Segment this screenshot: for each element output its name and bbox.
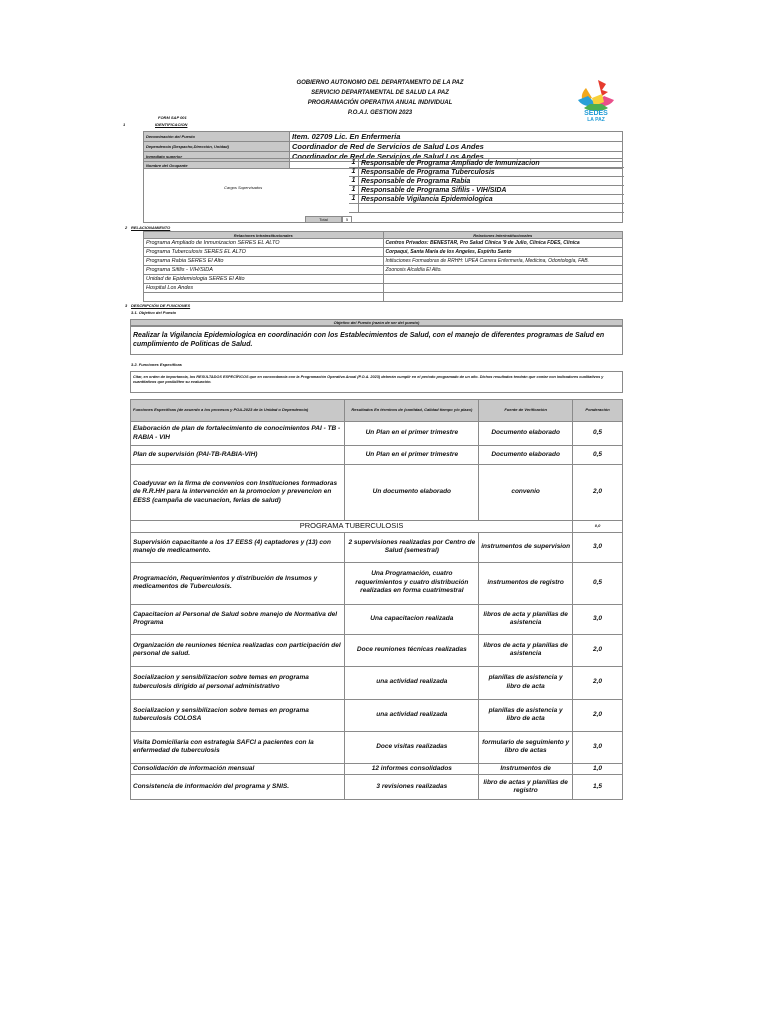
- table-row: [144, 257, 623, 266]
- table-row: [144, 275, 623, 284]
- cargo-name: Responsable de Programa Ampliado de Inmunizacion: [361, 159, 540, 167]
- list-item: [349, 204, 624, 213]
- value-dependencia: Coordinador de Red de Servicios de Salud Los Andes: [290, 142, 623, 152]
- funcion-cell: Consistencia de información del programa y SNIS.: [131, 775, 345, 800]
- cargos-list: [349, 159, 624, 213]
- verificacion-cell: planillas de asistencia y libro de acta: [479, 666, 573, 699]
- funcion-cell: Socializacion y sensibilizacion sobre temas en programa tuberculosis dirigido al personal administrativo: [131, 666, 345, 699]
- cargos-total: [305, 216, 352, 223]
- list-item: [349, 177, 624, 186]
- verificacion-cell: libros de acta y planillas de asistencia: [479, 604, 573, 634]
- table-row: [131, 422, 623, 446]
- table-row: [131, 446, 623, 465]
- ponderacion-cell: 2,0: [573, 465, 623, 521]
- cargos-supervisados: [143, 158, 623, 223]
- resultado-cell: Un documento elaborado: [345, 465, 479, 521]
- cargo-name: Responsable de Programa Sifilis - VIH/SIDA: [361, 186, 507, 194]
- table-row: [144, 248, 623, 257]
- funciones-table: [130, 399, 623, 800]
- total-label: Total: [305, 216, 342, 223]
- column-header-resultados: [345, 400, 479, 422]
- label-dependencia: Dependencia (Despacho,Dirección, Unidad): [144, 142, 290, 152]
- section-3-title: DESCRIPCIÓN DE FUNCIONES: [131, 303, 191, 308]
- cargo-count: 1: [349, 159, 359, 167]
- table-row: [131, 775, 623, 800]
- resultado-cell: Un Plan en el primer trimestre: [345, 446, 479, 465]
- resultado-cell: 3 revisiones realizadas: [345, 775, 479, 800]
- table-row: [131, 634, 623, 666]
- list-item: [349, 186, 624, 195]
- table-row: [144, 239, 623, 248]
- column-header-fuente: Fuente de Verificación: [479, 400, 573, 422]
- header-line-3: PROGRAMACIÓN OPERATIVA ANUAL INDIVIDUAL: [307, 100, 453, 106]
- table-header-row: [144, 232, 623, 239]
- table-cell: Programa Tuberculosis SERES EL ALTO: [144, 248, 384, 257]
- list-item: [349, 168, 624, 177]
- funcion-cell: Coadyuvar en la firma de convenios con Instituciones formadoras de R.R.HH para la intervención en la promocion y prevencion en EESS (campaña de vacunacion, ferias de salud): [131, 465, 345, 521]
- verificacion-cell: instrumentos de supervision: [479, 532, 573, 562]
- resultado-cell: Una capacitacion realizada: [345, 604, 479, 634]
- resultado-cell: Doce reuniones técnicas realizadas: [345, 634, 479, 666]
- table-row: [131, 763, 623, 775]
- funcion-cell: Visita Domiciliaria con estrategia SAFCI a pacientes con la enfermedad de tuberculosis: [131, 731, 345, 763]
- section-2-title: RELACIONAMIENTO: [131, 225, 171, 230]
- cargo-count: 1: [349, 195, 359, 203]
- section-1-title: IDENTIFICACION: [155, 122, 188, 127]
- document-header: [250, 78, 510, 118]
- column-header: Relaciones Interinstitucionales: [383, 232, 623, 239]
- table-row: [144, 293, 623, 302]
- table-row: [131, 604, 623, 634]
- table-row: [131, 666, 623, 699]
- header-resultados-note: En términos de (cantidad, Calidad tiempo y/o plazo): [374, 407, 473, 413]
- table-cell: Programa Sifilis - VIH/SIDA: [144, 266, 384, 275]
- resultado-cell: Una Programación, cuatro requerimientos y cuatro distribución realizadas en forma cuatrimestral: [345, 562, 479, 604]
- section-1-number: 1: [123, 122, 126, 127]
- funcion-cell: Programación, Requerimientos y distribución de Insumos y medicamentos de Tuberculosis.: [131, 562, 345, 604]
- header-funciones-title: Funciones Específicas: [133, 407, 177, 413]
- objetivo-text: Realizar la Vigilancia Epidemiologica en coordinación con los Establecimientos de Salud, con el manejo de diferentes programas de Salud en cumplimiento de Politicas de Salud.: [130, 326, 623, 355]
- verificacion-cell: planillas de asistencia y libro de acta: [479, 699, 573, 731]
- total-value: 5: [342, 216, 352, 223]
- verificacion-cell: Documento elaborado: [479, 446, 573, 465]
- funcion-cell: Consolidación de información mensual: [131, 763, 345, 775]
- table-cell: Centros Privados: BENESTAR, Pro Salud Clínica '9 de Julio, Clínica FDES, Clínica: [383, 239, 623, 248]
- verificacion-cell: libros de acta y planillas de asistencia: [479, 634, 573, 666]
- verificacion-cell: instrumentos de registro: [479, 562, 573, 604]
- table-cell: [383, 284, 623, 293]
- list-item: [349, 195, 624, 204]
- subsection-objetivo: 3.1. Objetivo del Puesto: [131, 310, 177, 315]
- table-header-row: [131, 400, 623, 422]
- funcion-cell: Plan de supervisión (PAI-TB-RABIA-VIH): [131, 446, 345, 465]
- section-title: PROGRAMA TUBERCULOSIS: [131, 521, 573, 533]
- header-funciones-note: (de acuerdo a los procesos y POA-2023 de la Unidad o Dependencia): [177, 407, 309, 413]
- cargo-count: [349, 204, 359, 212]
- funcion-cell: Socializacion y sensibilizacion sobre temas en programa tuberculosis COLOSA: [131, 699, 345, 731]
- table-row: [131, 465, 623, 521]
- table-cell: [383, 293, 623, 302]
- ponderacion-cell: 0,5: [573, 446, 623, 465]
- table-row: [144, 142, 623, 152]
- header-line-2: SERVICIO DEPARTAMENTAL DE SALUD LA PAZ: [311, 90, 449, 96]
- resultado-cell: una actividad realizada: [345, 699, 479, 731]
- section-2-number: 2: [125, 225, 128, 230]
- column-header: Relaciones Intrainstitucionales: [144, 232, 384, 239]
- label-nombre-ocupante: Nombre del Ocupante: [144, 162, 290, 169]
- ponderacion-cell: 0,5: [573, 562, 623, 604]
- table-row: [131, 532, 623, 562]
- list-item: [349, 159, 624, 168]
- logo-text-2: LA PAZ: [587, 117, 605, 123]
- ponderacion-cell: 3,0: [573, 731, 623, 763]
- ponderacion-cell: 2,0: [573, 634, 623, 666]
- resultado-cell: 2 supervisiones realizadas por Centro de Salud (semestral): [345, 532, 479, 562]
- resultado-cell: Un Plan en el primer trimestre: [345, 422, 479, 446]
- resultado-cell: una actividad realizada: [345, 666, 479, 699]
- logo-text: [572, 110, 620, 124]
- cargo-count: 1: [349, 177, 359, 185]
- verificacion-cell: Documento elaborado: [479, 422, 573, 446]
- table-cell: Zoonosis Alcaldía El Alto.: [383, 266, 623, 275]
- table-cell: [383, 275, 623, 284]
- value-inmediato-superior: Coordinador de Red de Servicios de Salud Los Andes: [290, 152, 623, 162]
- table-cell: [144, 293, 384, 302]
- resultado-cell: 12 informes consolidados: [345, 763, 479, 775]
- funcion-cell: Capacitacion al Personal de Salud sobre manejo de Normativa del Programa: [131, 604, 345, 634]
- cargo-name: Responsable Vigilancia Epidemiologica: [361, 195, 493, 203]
- cargo-count: 1: [349, 168, 359, 176]
- table-cell: Programa Rabia SERES El Alto: [144, 257, 384, 266]
- label-denominacion: Denominación del Puesto: [144, 132, 290, 142]
- funciones-note: Citar, en orden de importancia, los RESULTADOS ESPECÍFICOS que en concordancia con la Programación Operativa Anual (P.O.A. 2023) deberán cumplir en el periodo programado de un año. Dichos resultados tendrán que contar con indicadores cualitativos y cuantitativos que posibiliten su evaluación.: [130, 371, 623, 393]
- cargo-name: Responsable de Programa Tuberculosis: [361, 168, 495, 176]
- cargos-label: Cargos Supervisados: [224, 185, 263, 190]
- relacionamiento-table: [143, 231, 623, 302]
- section-value: 0,0: [573, 521, 623, 533]
- table-row: [131, 699, 623, 731]
- ponderacion-cell: 1,0: [573, 763, 623, 775]
- ponderacion-cell: 2,0: [573, 666, 623, 699]
- logo-text-1: SEDES: [584, 110, 608, 117]
- table-row: [144, 284, 623, 293]
- table-cell: Hospital Los Andes: [144, 284, 384, 293]
- header-resultados-title: Resultados: [351, 407, 373, 413]
- table-row: [131, 731, 623, 763]
- funcion-cell: Elaboración de plan de fortalecimiento de conocimientos PAI - TB - RABIA - VIH: [131, 422, 345, 446]
- table-row: [131, 562, 623, 604]
- verificacion-cell: formulario de seguimiento y libro de actas: [479, 731, 573, 763]
- subsection-funciones: 3.2. Funciones Específicas: [131, 362, 182, 367]
- value-denominacion: Item. 02709 Lic. En Enfermeria: [290, 132, 623, 142]
- table-row: [144, 132, 623, 142]
- header-line-4: P.O.A.I. GESTION 2023: [347, 110, 413, 116]
- funcion-cell: Organización de reuniones técnica realizadas con participación del personal de salud.: [131, 634, 345, 666]
- column-header-funciones: [131, 400, 345, 422]
- ponderacion-cell: 0,5: [573, 422, 623, 446]
- form-code: FORM SAP 001: [158, 115, 187, 120]
- ponderacion-cell: 2,0: [573, 699, 623, 731]
- table-cell: Programa Ampliado de Inmunizacion SERES EL ALTO: [144, 239, 384, 248]
- table-cell: Corpaqui, Santa Maria de los Angeles, Espíritu Santo: [383, 248, 623, 257]
- column-header-ponderacion: Ponderación: [573, 400, 623, 422]
- table-row: [144, 266, 623, 275]
- ponderacion-cell: 3,0: [573, 532, 623, 562]
- header-line-1: GOBIERNO AUTONOMO DEL DEPARTAMENTO DE LA PAZ: [296, 80, 464, 86]
- cargo-count: 1: [349, 186, 359, 194]
- label-inmediato-superior: Inmediato superior: [144, 152, 290, 162]
- table-cell: Unidad de Epidemiologia SERES El Alto: [144, 275, 384, 284]
- objetivo-header: Objetivo del Puesto (razón de ser del puesto): [130, 319, 623, 326]
- cargo-name: Responsable de Programa Rabia: [361, 177, 471, 185]
- section-row: [131, 521, 623, 533]
- verificacion-cell: libro de actas y planillas de registro: [479, 775, 573, 800]
- verificacion-cell: convenio: [479, 465, 573, 521]
- section-3-number: 3: [125, 303, 128, 308]
- ponderacion-cell: 3,0: [573, 604, 623, 634]
- ponderacion-cell: 1,5: [573, 775, 623, 800]
- resultado-cell: Doce visitas realizadas: [345, 731, 479, 763]
- table-cell: Intituciones Formadoras de RRHH: UPEA Carrera Enfermería, Medicina, Odontología, FAB.: [383, 257, 623, 266]
- funcion-cell: Supervisión capacitante a los 17 EESS (4) captadores y (13) con manejo de medicamento.: [131, 532, 345, 562]
- verificacion-cell: Instrumentos de: [479, 763, 573, 775]
